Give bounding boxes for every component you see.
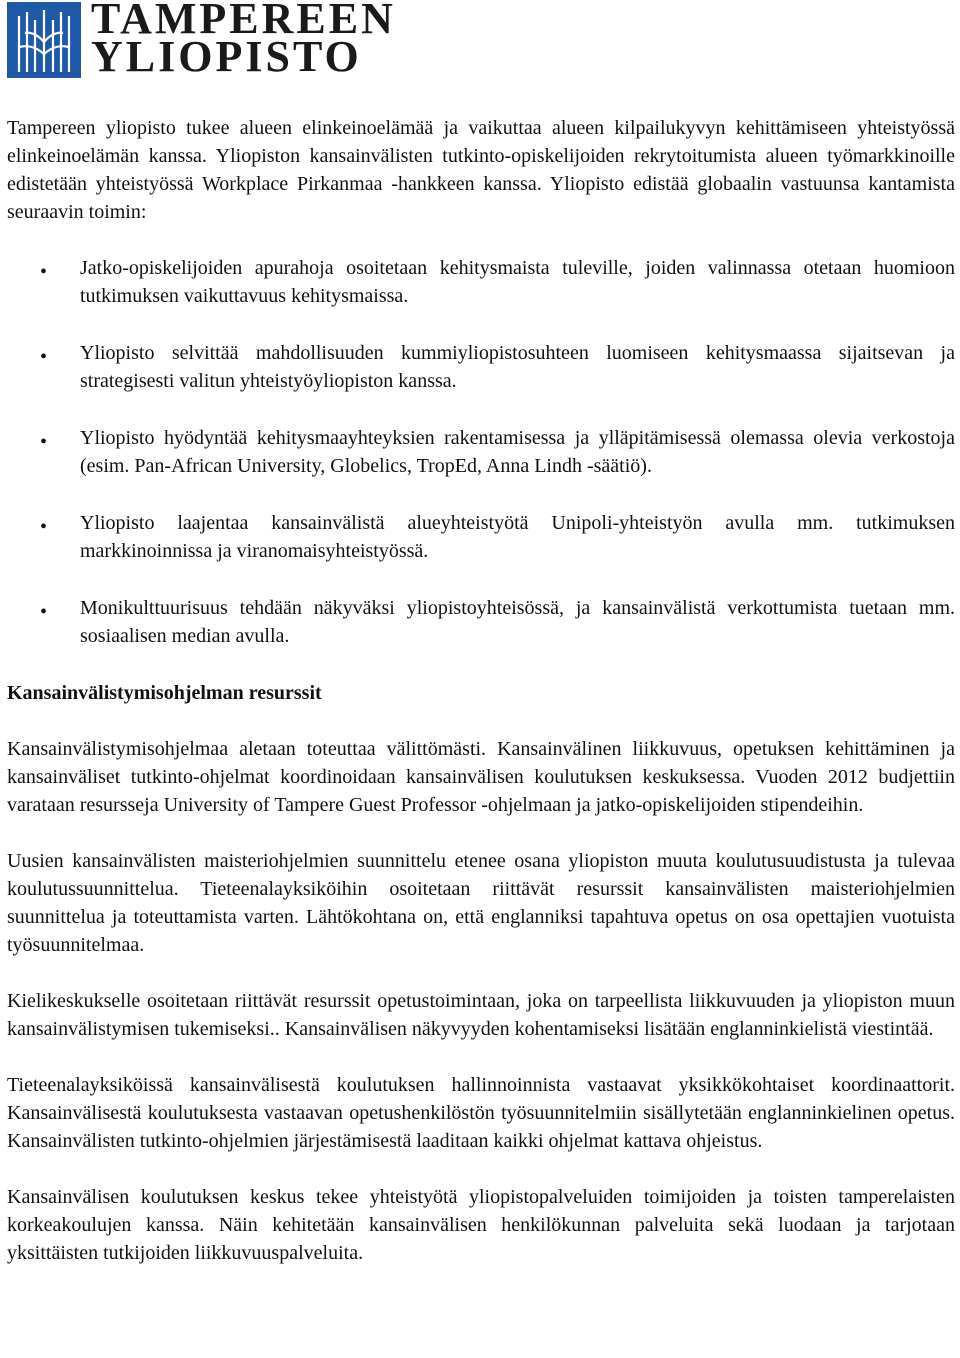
body-paragraph: Kansainvälisen koulutuksen keskus tekee yhteistyötä yliopistopalveluiden toimijoiden ja toisten tamperelaisten korkeakoulujen kanssa. Näin kehitetään kansainvälisen henkilökunnan palveluita sekä luodaan ja tarjotaan yksittäisten tutkijoiden liikkuvuuspalveluita.: [7, 1186, 955, 1264]
body-paragraph: Tieteenalayksiköissä kansainvälisestä koulutuksen hallinnoinnista vastaavat yksikkökohtaiset koordinaattorit. Kansainvälisestä koulutuksesta vastaavan opetushenkilöstön työsuunnitelmiin sisällytetään englanninkielinen opetus. Kansainvälisten tutkinto-ohjelmien järjestämisestä laaditaan kaikki ohjelmat kattava ohjeistus.: [7, 1074, 955, 1152]
body-paragraph: Uusien kansainvälisten maisteriohjelmien suunnittelu etenee osana yliopiston muuta koulutusuudistusta ja tulevaa koulutussuunnittelua. Tieteenalayksiköihin osoitetaan riittävät resurssit kansainvälisten maisteriohjelmien suunnittelua ja toteuttamista varten. Lähtökohtana on, että englanniksi tapahtuva opetus on osa opettajien vuotuista työsuunnitelmaa.: [7, 850, 955, 956]
list-item: [7, 254, 955, 310]
list-item-text: Jatko-opiskelijoiden apurahoja osoitetaan kehitysmaista tuleville, joiden valinnassa otetaan huomioon tutkimuksen vaikuttavuus kehitysmaissa.: [80, 257, 955, 307]
university-logo: [7, 0, 427, 80]
logo-line-2: YLIOPISTO: [91, 32, 362, 81]
body-paragraph: Kansainvälistymisohjelmaa aletaan toteuttaa välittömästi. Kansainvälinen liikkuvuus, opetuksen kehittäminen ja kansainväliset tutkinto-ohjelmat koordinoidaan kansainvälisen koulutuksen keskuksessa. Vuoden 2012 budjettiin varataan resursseja University of Tampere Guest Professor -ohjelmaan ja jatko-opiskelijoiden stipendeihin.: [7, 738, 955, 816]
intro-paragraph: Tampereen yliopisto tukee alueen elinkeinoelämää ja vaikuttaa alueen kilpailukyvyn kehittämiseen yhteistyössä elinkeinoelämän kanssa. Yliopiston kansainvälisten tutkinto-opiskelijoiden rekrytoitumista alueen työmarkkinoille edistetään yhteistyössä Workplace Pirkanmaa -hankkeen kanssa. Yliopisto edistää globaalin vastuunsa kantamista seuraavin toimin:: [7, 117, 955, 223]
bullet-icon: •: [40, 516, 48, 538]
list-item: [7, 424, 955, 480]
bullet-list: [7, 254, 955, 650]
university-crest-icon: [7, 2, 81, 78]
list-item-text: Monikulttuurisuus tehdään näkyväksi yliopistoyhteisössä, ja kansainvälistä verkottumista tuetaan mm. sosiaalisen median avulla.: [80, 597, 955, 647]
logo-line-1: TAMPEREEN: [91, 0, 396, 43]
list-item: [7, 594, 955, 650]
list-item: [7, 509, 955, 565]
bullet-icon: •: [40, 431, 48, 453]
bullet-icon: •: [40, 601, 48, 623]
body-paragraph: Kielikeskukselle osoitetaan riittävät resurssit opetustoimintaan, joka on tarpeellista liikkuvuuden ja yliopiston muun kansainvälistymisen tukemiseksi.. Kansainvälisen näkyvyyden kohentamiseksi lisätään englanninkielistä viestintää.: [7, 990, 955, 1040]
list-item-text: Yliopisto laajentaa kansainvälistä alueyhteistyötä Unipoli-yhteistyön avulla mm. tutkimuksen markkinoinnissa ja viranomaisyhteistyössä.: [80, 512, 955, 562]
logo-wordmark: [91, 0, 427, 81]
list-item-text: Yliopisto selvittää mahdollisuuden kummiyliopistosuhteen luomiseen kehitysmaassa sijaitsevan ja strategisesti valitun yhteistyöyliopiston kanssa.: [80, 342, 955, 392]
bullet-icon: •: [40, 261, 48, 283]
document-body: [7, 114, 955, 1295]
list-item: [7, 339, 955, 395]
list-item-text: Yliopisto hyödyntää kehitysmaayhteyksien rakentamisessa ja ylläpitämisessä olemassa olevia verkostoja (esim. Pan-African University, Globelics, TropEd, Anna Lindh -säätiö).: [80, 427, 955, 477]
section-heading: Kansainvälistymisohjelman resurssit: [7, 682, 322, 704]
bullet-icon: •: [40, 346, 48, 368]
